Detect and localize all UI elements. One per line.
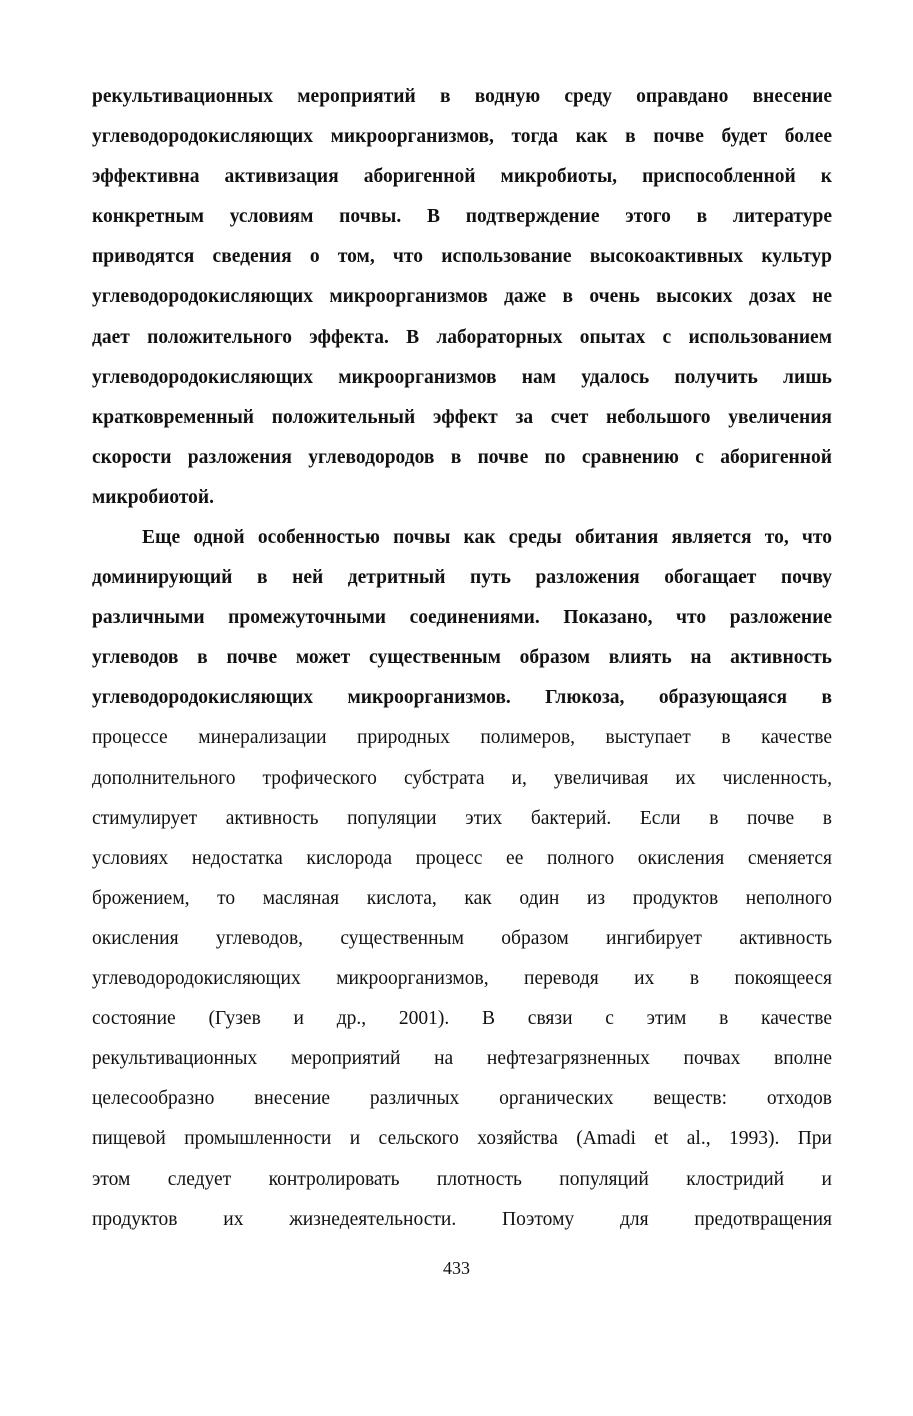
text-line: целесообразно внесение различных органических веществ: отходов: [92, 1088, 832, 1110]
text-line: дополнительного трофического субстрата и, увеличивая их численность,: [92, 767, 832, 789]
text-line: условиях недостатка кислорода процесс ее полного окисления сменяется: [92, 847, 832, 869]
text-line: углеводородокисляющих микроорганизмов даже в очень высоких дозах не: [92, 286, 832, 308]
text-line: микробиотой.: [92, 486, 215, 508]
text-line: приводятся сведения о том, что использование высокоактивных культур: [92, 246, 832, 268]
text-line: углеводов в почве может существенным образом влиять на активность: [92, 647, 832, 669]
text-line: рекультивационных мероприятий в водную среду оправдано внесение: [92, 86, 832, 107]
paragraph-2: [92, 518, 832, 1240]
text-line: конкретным условиям почвы. В подтверждение этого в литературе: [92, 206, 832, 228]
text-line: углеводородокисляющих микроорганизмов, тогда как в почве будет более: [92, 126, 832, 148]
text-line: кратковременный положительный эффект за счет небольшого увеличения: [92, 406, 832, 428]
text-line: состояние (Гузев и др., 2001). В связи с этим в качестве: [92, 1008, 832, 1030]
text-line: окисления углеводов, существенным образом ингибирует активность: [92, 927, 832, 949]
text-line: стимулирует активность популяции этих бактерий. Если в почве в: [92, 807, 832, 829]
text-line: этом следует контролировать плотность популяций клостридий и: [92, 1168, 832, 1190]
text-line: углеводородокисляющих микроорганизмов. Глюкоза, образующаяся в: [92, 687, 832, 709]
text-line: эффективна активизация аборигенной микробиоты, приспособленной к: [92, 166, 832, 188]
text-line: скорости разложения углеводородов в почве по сравнению с аборигенной: [92, 446, 832, 468]
text-line: брожением, то масляная кислота, как один из продуктов неполного: [92, 887, 832, 909]
paragraph-1: [92, 77, 832, 518]
text-line: различными промежуточными соединениями. Показано, что разложение: [92, 607, 832, 629]
text-line: углеводородокисляющих микроорганизмов нам удалось получить лишь: [92, 366, 832, 388]
text-line: дает положительного эффекта. В лабораторных опытах с использованием: [92, 326, 832, 348]
text-line: процессе минерализации природных полимеров, выступает в качестве: [92, 727, 832, 749]
text-line: рекультивационных мероприятий на нефтезагрязненных почвах вполне: [92, 1048, 832, 1070]
text-line: Еще одной особенностью почвы как среды обитания является то, что: [142, 527, 832, 548]
text-line: углеводородокисляющих микроорганизмов, переводя их в покоящееся: [92, 968, 832, 990]
text-line: продуктов их жизнедеятельности. Поэтому для предотвращения: [92, 1208, 832, 1230]
page-number: 433: [443, 1258, 470, 1278]
text-line: доминирующий в ней детритный путь разложения обогащает почву: [92, 567, 832, 589]
text-line: пищевой промышленности и сельского хозяйства (Amadi et al., 1993). При: [92, 1128, 832, 1150]
